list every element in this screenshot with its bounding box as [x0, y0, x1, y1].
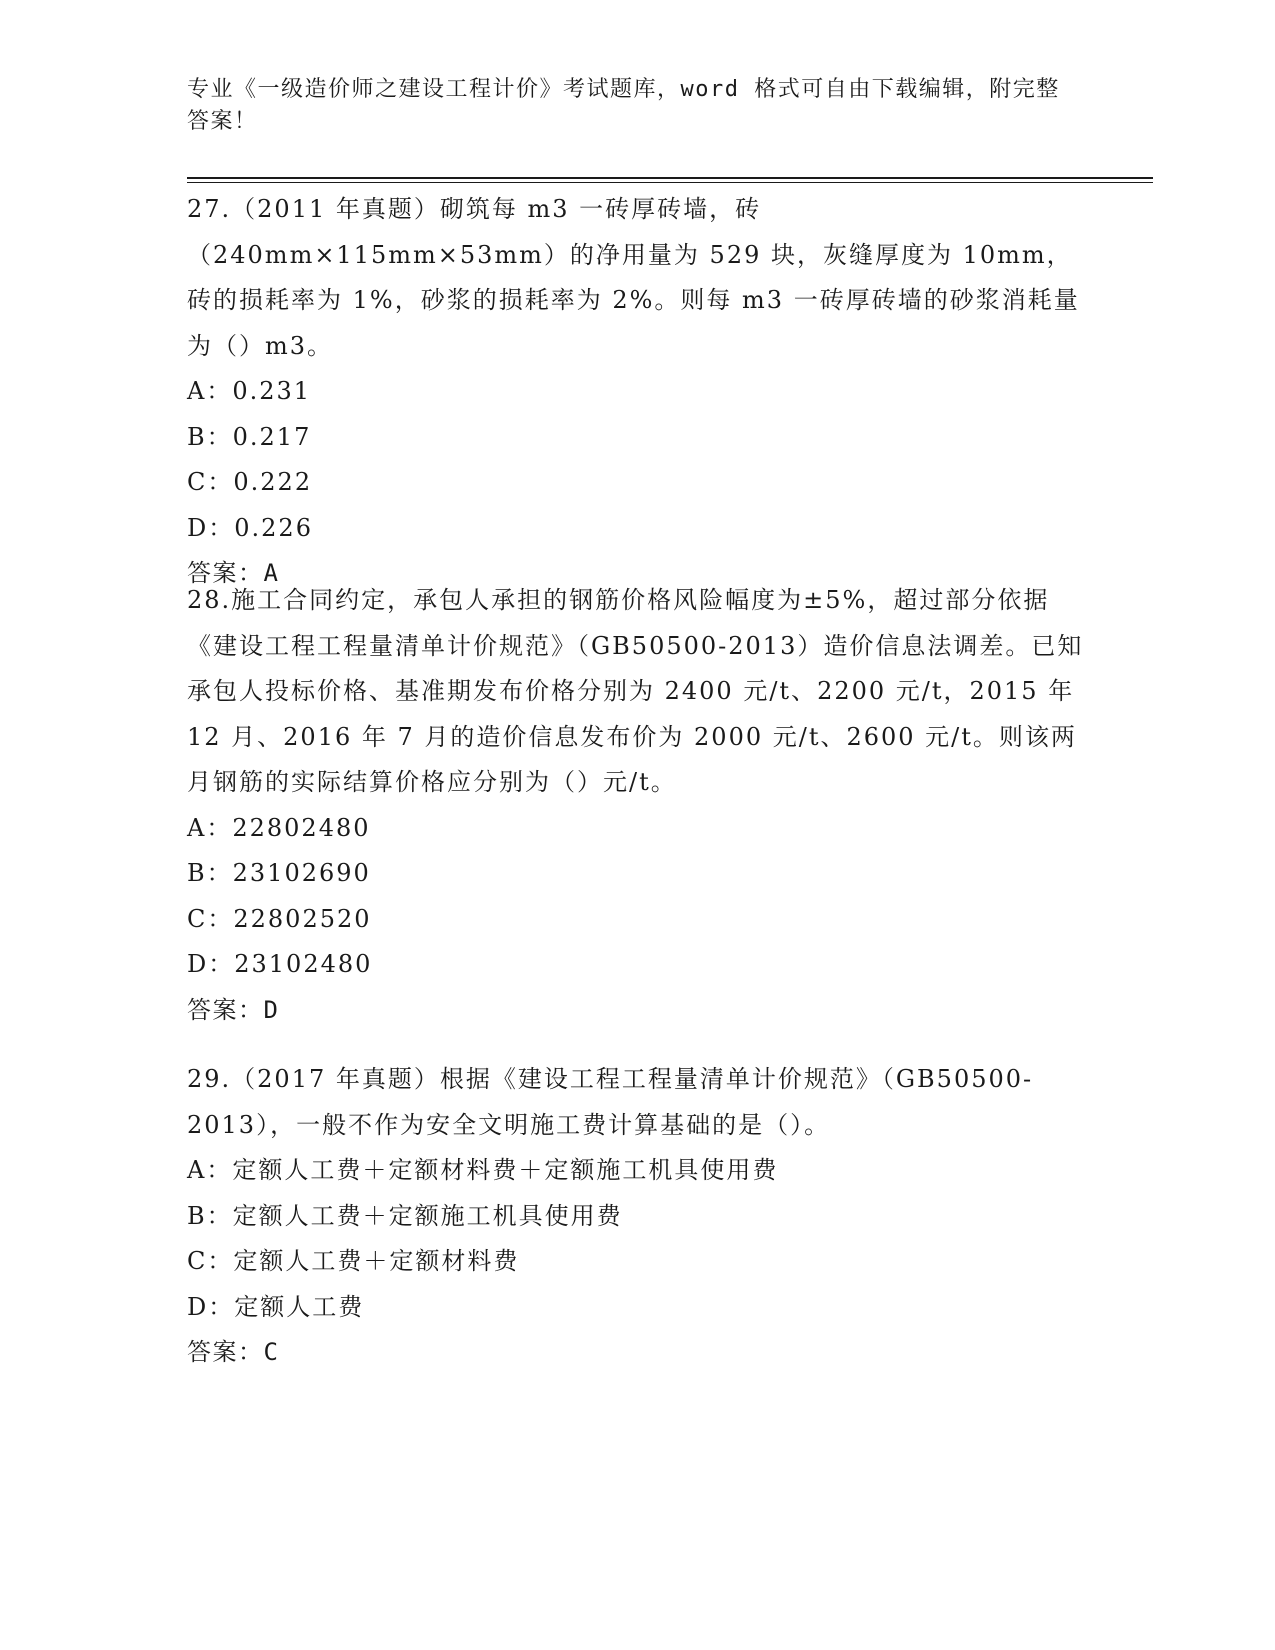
option-text: 22802480 — [232, 813, 371, 842]
option-text: 23102690 — [232, 859, 371, 887]
answer-label: 答案： — [187, 995, 264, 1024]
answer-value: A — [263, 559, 280, 587]
option-b — [187, 851, 1087, 897]
document-header: 专业《一级造价师之建设工程计价》考试题库，word 格式可自由下载编辑，附完整答案！ — [187, 77, 1060, 134]
answer-value: C — [263, 1338, 280, 1366]
question-27 — [187, 187, 1087, 597]
option-label: A： — [187, 1156, 233, 1184]
option-b — [187, 1194, 1087, 1240]
option-label: D： — [187, 950, 235, 978]
option-label: B： — [187, 859, 233, 887]
option-text: 23102480 — [234, 950, 373, 978]
question-stem: 28.施工合同约定，承包人承担的钢筋价格风险幅度为±5%，超过部分依据《建设工程工程量清单计价规范》（GB50500-2013）造价信息法调差。已知承包人投标价格、基准期发布价格分别为 2400 元/t、2200 元/t，2015 年 12 月、2016 年 7 月的造价信息发布价为 2000 元/t、2600 元/t。则该两月钢筋的实际结算价格应分别为（）元/t。 — [187, 586, 1084, 796]
question-stem: 29.（2017 年真题）根据《建设工程工程量清单计价规范》（GB50500-2013），一般不作为安全文明施工费计算基础的是（）。 — [187, 1065, 1034, 1139]
option-a — [187, 1148, 1087, 1194]
option-label: A： — [187, 377, 233, 405]
question-28 — [187, 578, 1087, 1033]
header-divider-thick — [187, 177, 1153, 179]
answer-label: 答案： — [187, 1338, 264, 1366]
option-c — [187, 1239, 1087, 1285]
option-label: B： — [187, 1201, 233, 1230]
question-29 — [187, 1057, 1087, 1376]
option-label: B： — [187, 422, 233, 451]
option-text: 0.226 — [234, 513, 313, 542]
option-label: A： — [187, 813, 233, 842]
option-text: 0.217 — [232, 422, 312, 451]
option-c — [187, 897, 1087, 943]
option-b — [187, 415, 1087, 461]
option-d — [187, 942, 1087, 988]
option-text: 定额人工费＋定额材料费＋定额施工机具使用费 — [232, 1156, 779, 1184]
option-text: 定额人工费＋定额材料费 — [233, 1247, 520, 1275]
option-text: 22802520 — [233, 904, 372, 933]
option-a — [187, 806, 1087, 852]
option-a — [187, 369, 1087, 415]
option-text: 定额人工费＋定额施工机具使用费 — [232, 1201, 623, 1230]
answer-label: 答案： — [187, 559, 264, 587]
answer-line — [187, 1330, 1087, 1376]
answer-value: D — [263, 995, 280, 1024]
question-stem: 27.（2011 年真题）砌筑每 m3 一砖厚砖墙，砖（240mm×115mm×53mm）的净用量为 529 块，灰缝厚度为 10mm，砖的损耗率为 1%，砂浆的损耗率为 2%。则每 m3 一砖厚砖墙的砂浆消耗量为（）m3。 — [187, 195, 1080, 360]
option-label: C： — [187, 904, 234, 933]
option-d — [187, 1285, 1087, 1331]
option-label: D： — [187, 513, 235, 542]
option-label: C： — [187, 1247, 234, 1275]
option-c — [187, 460, 1087, 506]
header-divider-thin — [187, 182, 1153, 183]
option-text: 0.222 — [233, 468, 313, 496]
option-text: 0.231 — [232, 377, 312, 405]
option-text: 定额人工费 — [234, 1292, 365, 1321]
answer-line — [187, 988, 1087, 1034]
option-label: C： — [187, 468, 234, 496]
option-label: D： — [187, 1292, 235, 1321]
option-d — [187, 506, 1087, 552]
